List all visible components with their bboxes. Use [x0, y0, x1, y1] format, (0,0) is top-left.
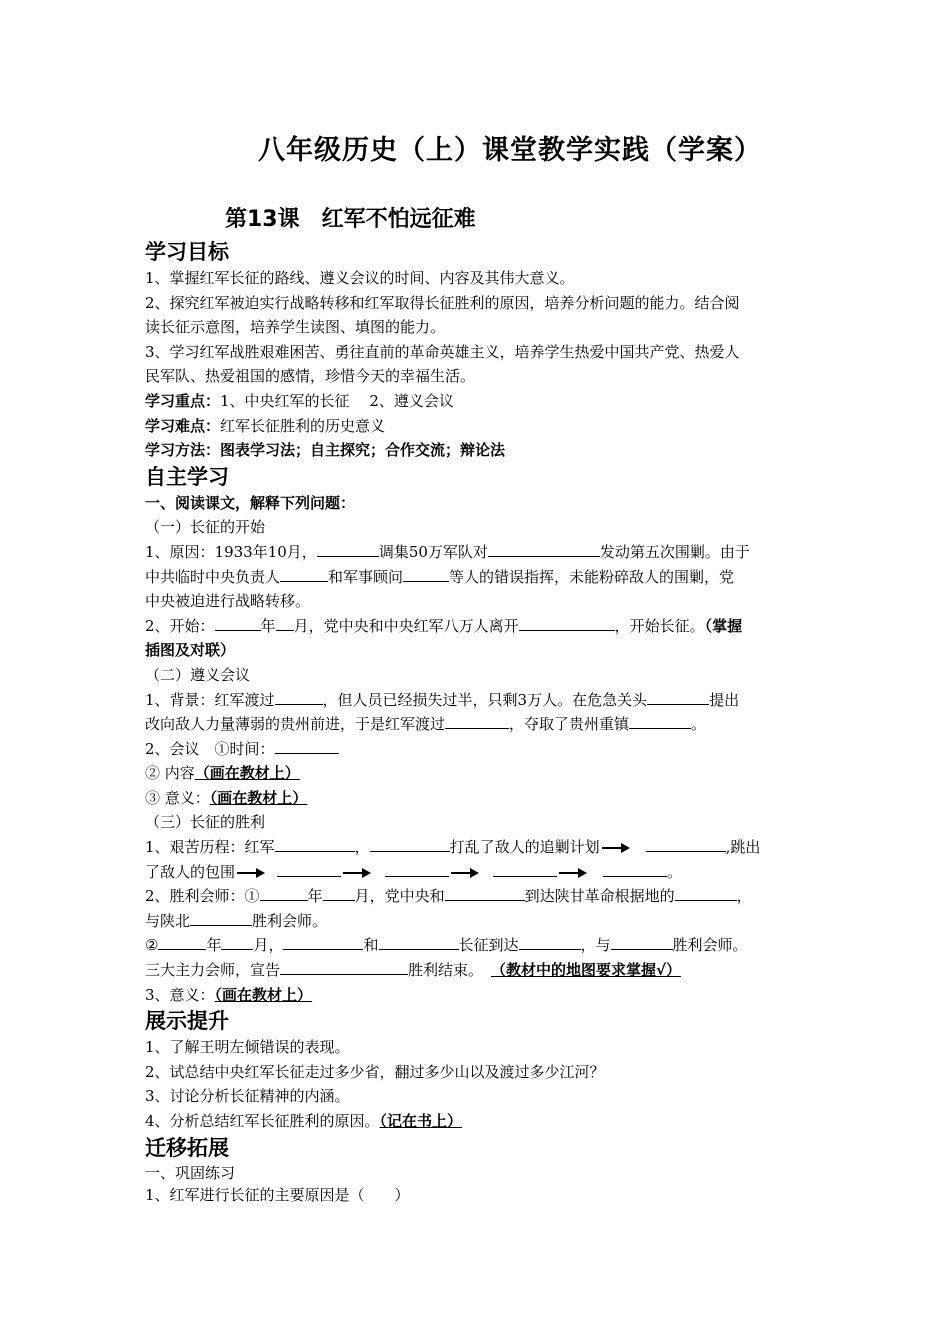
fill-blank[interactable]: [629, 714, 691, 729]
text: 和: [363, 936, 379, 955]
question-start-line1: [145, 614, 815, 639]
text: 胜利会师。: [252, 911, 328, 930]
fill-blank[interactable]: [675, 886, 737, 901]
text: 。: [691, 715, 707, 734]
question-background-line2: [145, 712, 815, 737]
question-victory-significance: [145, 983, 815, 1008]
text: ，: [354, 838, 370, 857]
note-text: （教材中的地图要求掌握√）: [491, 961, 682, 980]
subsection-start: （一）长征的开始: [145, 518, 266, 537]
goal-2a: 2、探究红军被迫实行战略转移和红军取得长征胜利的原因，培养分析问题的能力。结合阅: [145, 293, 740, 312]
goal-2b: 读长征示意图，培养学生读图、填图的能力。: [145, 318, 446, 337]
fill-blank[interactable]: [276, 616, 294, 631]
fill-blank[interactable]: [283, 935, 363, 950]
fill-blank[interactable]: [403, 567, 449, 582]
fill-blank[interactable]: [221, 935, 253, 950]
fill-blank[interactable]: [275, 837, 355, 852]
subsection-zunyi: （二）遵义会议: [145, 665, 251, 684]
fill-blank[interactable]: [280, 567, 328, 582]
section-heading-goals: 学习目标: [145, 240, 229, 264]
page-title: 八年级历史（上）课堂教学实践（学案）: [258, 135, 762, 166]
fill-blank[interactable]: [493, 862, 557, 877]
fill-blank[interactable]: [445, 886, 525, 901]
text: 年: [260, 616, 276, 635]
text: 年: [206, 936, 222, 955]
question-reason-line3: 中央被迫进行战略转移。: [145, 592, 311, 611]
section-heading-extension: 迁移拓展: [145, 1135, 229, 1160]
question-meeting1-line1: [145, 884, 815, 909]
show-item-3: 3、讨论分析长征精神的内涵。: [145, 1087, 350, 1106]
text: ② 内容: [145, 764, 195, 783]
fill-blank[interactable]: [370, 837, 450, 852]
fill-blank[interactable]: [280, 960, 408, 975]
question-meeting-content: [145, 761, 815, 786]
fill-blank[interactable]: [611, 935, 673, 950]
arrow-icon: [237, 868, 265, 878]
text: ③ 意义：: [145, 788, 210, 807]
text: 1、艰苦历程：红军: [145, 838, 275, 857]
text: 三大主力会师，宣告: [145, 961, 281, 980]
fill-blank[interactable]: [519, 935, 581, 950]
fill-blank[interactable]: [260, 886, 308, 901]
text: 月，: [253, 936, 284, 955]
show-item-1: 1、了解王明左倾错误的表现。: [145, 1038, 350, 1057]
extension-question-1: 1、红军进行长征的主要原因是（ ）: [145, 1185, 410, 1204]
section-heading-show: 展示提升: [145, 1009, 229, 1034]
text: 4、分析总结红军长征胜利的原因。: [145, 1112, 380, 1130]
method-text: 图表学习法；自主探究；合作交流；辩论法: [220, 441, 506, 460]
text: 1、背景：红军渡过: [145, 690, 275, 709]
text: ，夺取了贵州重镇: [509, 715, 630, 734]
text: 2、开始：: [145, 616, 215, 635]
text: 胜利会师。: [672, 936, 748, 955]
text: 与陕北: [145, 911, 191, 930]
reading-heading: 一、阅读课文，解释下列问题：: [145, 493, 356, 512]
arrow-icon: [343, 868, 371, 878]
question-three-armies: [145, 958, 815, 983]
question-reason-line1: [145, 540, 815, 565]
fill-blank[interactable]: [275, 690, 323, 705]
text: 到达陕甘革命根据地的: [524, 887, 675, 906]
text: 调集50万军队对: [378, 542, 488, 561]
text: 发动第五次围剿。由于: [599, 542, 750, 561]
goal-1: 1、掌握红军长征的路线、遵义会议的时间、内容及其伟大意义。: [145, 269, 575, 287]
fill-blank[interactable]: [158, 935, 206, 950]
fill-blank[interactable]: [445, 714, 509, 729]
note-text: （画在教材上）: [209, 788, 308, 807]
question-meeting-significance: [145, 786, 815, 811]
text: ,跳出: [725, 838, 761, 857]
arrow-icon: [451, 868, 479, 878]
text: 打乱了敌人的追剿计划: [449, 838, 600, 857]
fill-blank[interactable]: [277, 862, 341, 877]
extension-subheading: 一、巩固练习: [145, 1163, 236, 1182]
fill-blank[interactable]: [317, 542, 379, 557]
text: 1、原因：1933年10月，: [145, 542, 317, 561]
arrow-icon: [602, 843, 630, 853]
subsection-victory: （三）长征的胜利: [145, 813, 266, 832]
text: ，但人员已经损失过半，只剩3万人。在危急关头: [322, 690, 648, 709]
note-text: （画在教材上）: [194, 764, 300, 783]
fill-blank[interactable]: [647, 690, 709, 705]
text: 年: [307, 887, 323, 906]
arrow-icon: [559, 868, 587, 878]
show-item-4: [145, 1109, 815, 1134]
worksheet-content: [145, 238, 815, 1206]
fill-blank[interactable]: [646, 837, 726, 852]
fill-blank[interactable]: [215, 616, 261, 631]
difficult-points: [145, 414, 815, 439]
fill-blank[interactable]: [275, 739, 339, 754]
goal-3b: 民军队、热爱祖国的感情，珍惜今天的幸福生活。: [145, 367, 476, 386]
text: 长征到达: [458, 936, 519, 955]
text: 月，党中央和中央红军八万人离开: [293, 616, 519, 635]
study-methods: [145, 438, 815, 463]
question-reason-line2: [145, 565, 815, 590]
text: 胜利结束。: [408, 961, 484, 980]
text: 了敌人的包围: [145, 862, 236, 881]
note-text: （画在教材上）: [214, 985, 313, 1004]
key-points: [145, 389, 815, 414]
question-meeting2: [145, 933, 815, 958]
question-start-line2: 插图及对联）: [145, 641, 236, 660]
text: 3、意义：: [145, 985, 215, 1004]
text: 中共临时中央负责人: [145, 567, 281, 586]
text: ，开始长征。: [614, 616, 705, 635]
difficulty-text: 红军长征胜利的历史意义: [220, 416, 386, 435]
section-heading-self-study: 自主学习: [145, 464, 229, 489]
fill-blank[interactable]: [323, 886, 355, 901]
difficulty-label: 学习难点：: [145, 416, 221, 435]
key-label: 学习重点：: [145, 391, 221, 410]
question-hardship-line1: [145, 835, 815, 860]
fill-blank[interactable]: [519, 616, 615, 631]
text: 提出: [709, 690, 740, 709]
fill-blank[interactable]: [488, 542, 600, 557]
show-item-2: 2、试总结中央红军长征走过多少省，翻过多少山以及渡过多少江河？: [145, 1062, 605, 1081]
text: ，: [736, 887, 752, 906]
note-text: （记在书上）: [379, 1112, 463, 1130]
text: 月，党中央和: [354, 887, 445, 906]
note-text: （掌握: [704, 616, 743, 635]
key-text: 1、中央红军的长征 2、遵义会议: [220, 391, 454, 410]
fill-blank[interactable]: [190, 911, 252, 926]
text: 。: [667, 862, 683, 881]
text: 等人的错误指挥，未能粉碎敌人的围剿，党: [449, 567, 735, 586]
lesson-title: 第13课 红军不怕远征难: [225, 207, 476, 232]
question-background-line1: [145, 688, 815, 713]
fill-blank[interactable]: [603, 862, 667, 877]
text: ，与: [580, 936, 611, 955]
fill-blank[interactable]: [385, 862, 449, 877]
text: 改向敌人力量薄弱的贵州前进，于是红军渡过: [145, 715, 446, 734]
text: ②: [145, 936, 159, 955]
question-hardship-line2: [145, 860, 815, 885]
fill-blank[interactable]: [379, 935, 459, 950]
text: 2、胜利会师：①: [145, 887, 260, 906]
goal-3a: 3、学习红军战胜艰难困苦、勇往直前的革命英雄主义，培养学生热爱中国共产党、热爱人: [145, 342, 740, 361]
text: 2、会议 ①时间：: [145, 739, 275, 758]
text: 和军事顾问: [328, 567, 404, 586]
question-meeting-time: [145, 737, 815, 762]
question-meeting1-line2: [145, 909, 815, 934]
method-label: 学习方法：: [145, 441, 221, 460]
